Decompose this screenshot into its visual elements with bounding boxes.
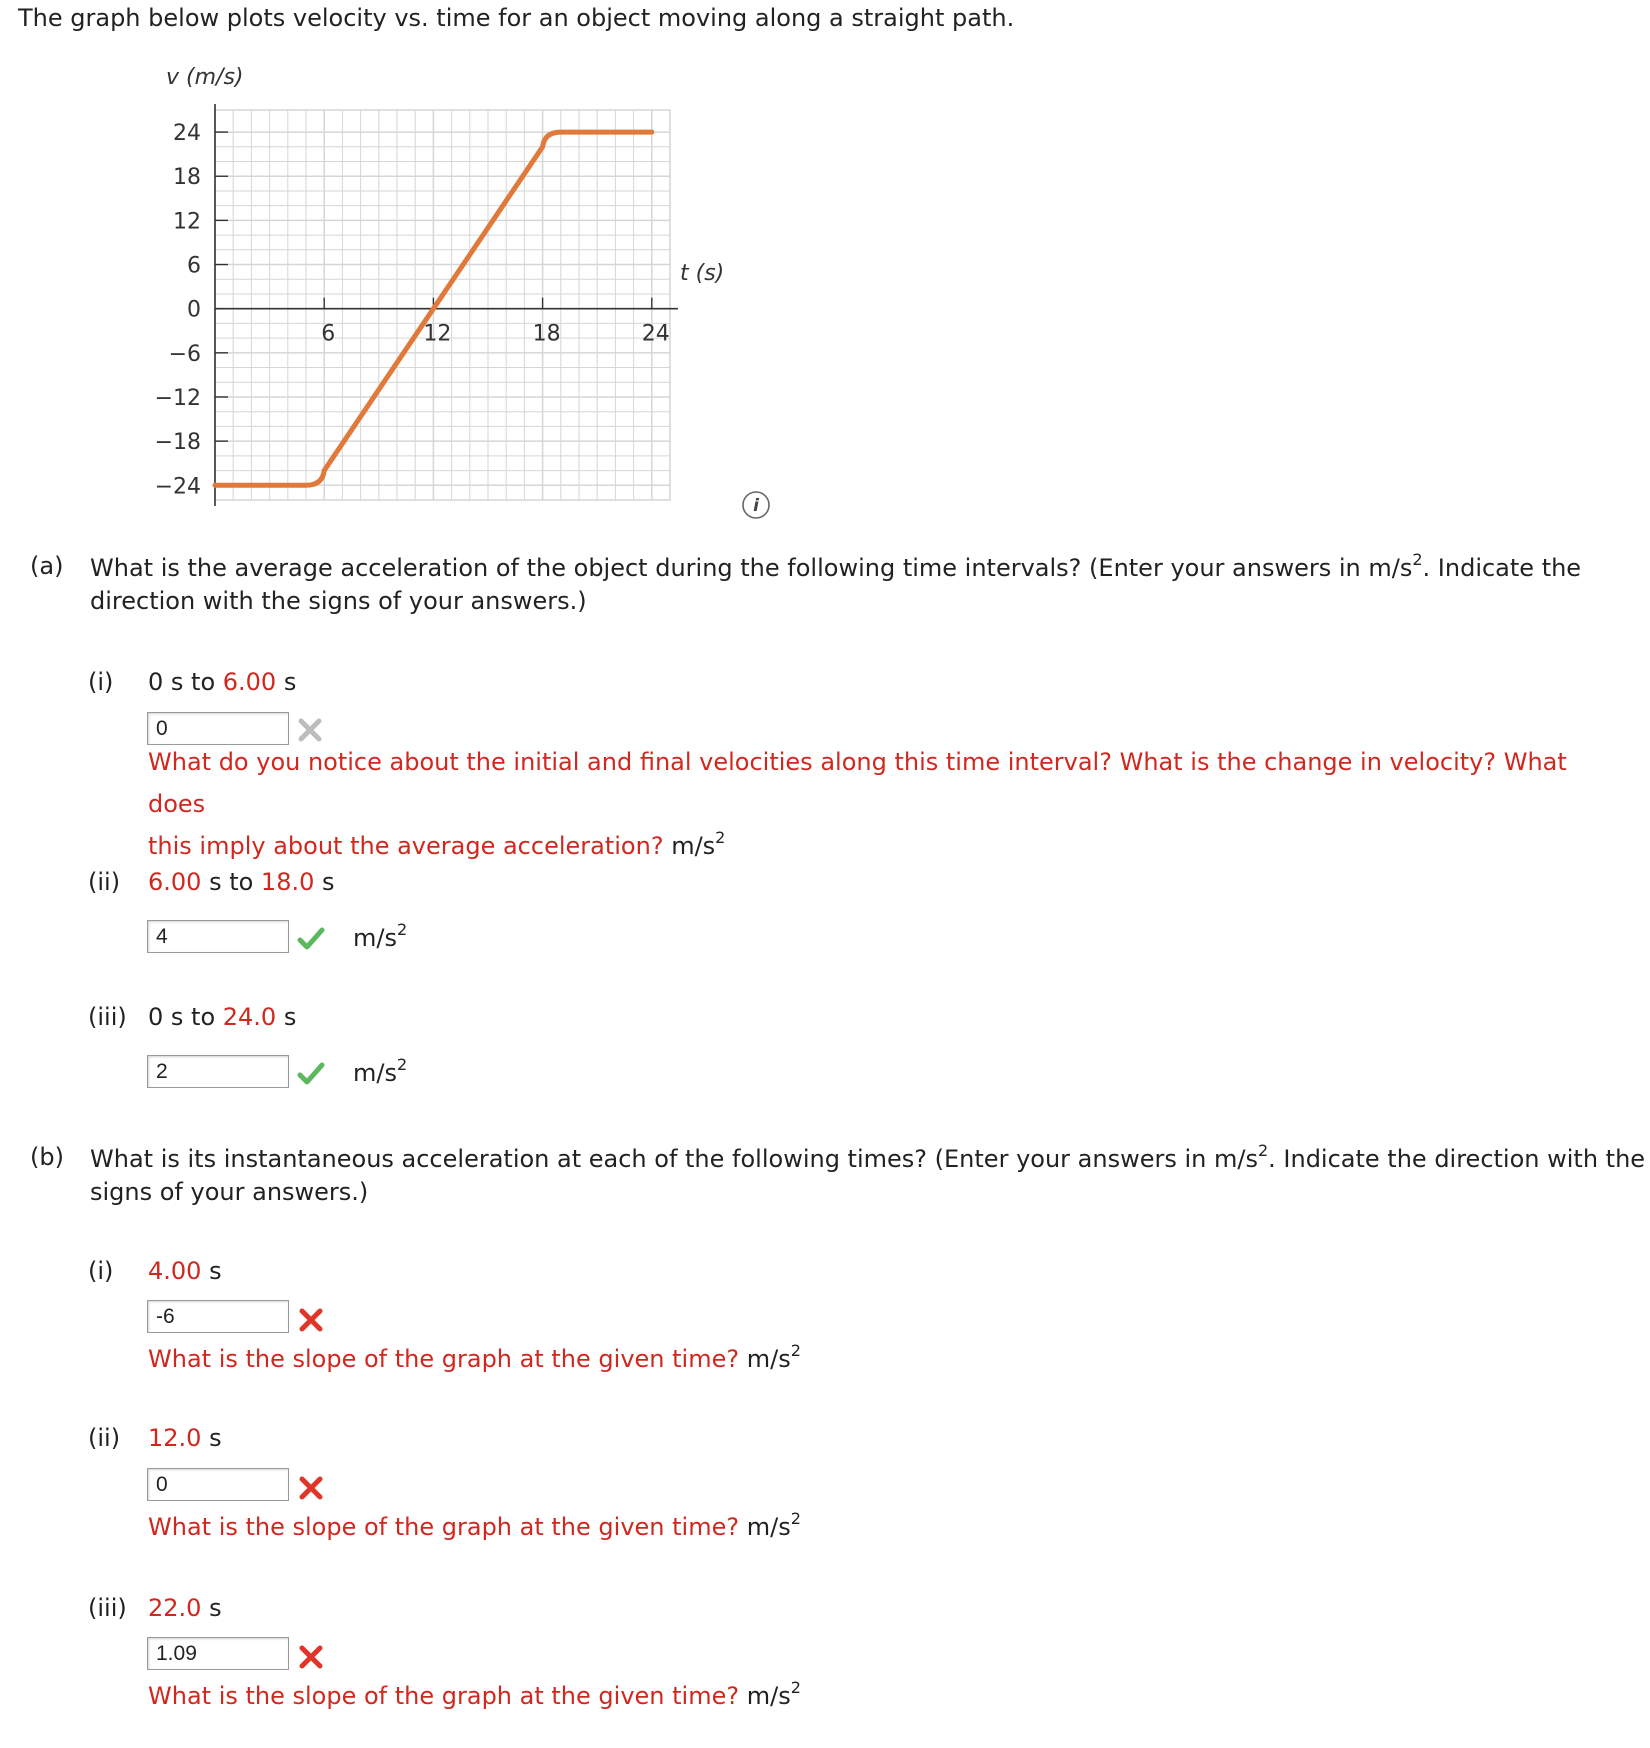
svg-text:i: i xyxy=(753,496,759,516)
part-a-item-2-roman: (ii) xyxy=(88,868,121,896)
part-a-item-1-hint: What do you notice about the initial and final velocities along this time interval? What is the change in velocity? What does this imply about the average acceleration? $m/s^2$ xyxy=(148,748,1567,860)
part-a-item-1-roman: (i) xyxy=(88,668,114,696)
part-a-label: (a) xyxy=(30,552,64,580)
y-tick-label: 24 xyxy=(173,121,201,147)
y-tick-label: 6 xyxy=(187,253,201,279)
y-tick-label: 18 xyxy=(173,165,201,191)
x-mark-icon xyxy=(296,1642,326,1672)
info-icon[interactable] xyxy=(741,490,771,520)
part-a-question-line2: direction with the signs of your answers.) xyxy=(90,587,587,615)
x-mark-icon xyxy=(296,1473,326,1503)
y-tick-label: −6 xyxy=(168,341,201,367)
velocity-time-chart xyxy=(150,60,850,520)
part-b-item-2-answer-input[interactable] xyxy=(147,1468,289,1501)
intro-text: The graph below plots velocity vs. time for an object moving along a straight path. xyxy=(18,4,1015,32)
part-b-item-1-answer-input[interactable] xyxy=(147,1300,289,1333)
x-axis-label: t (s) xyxy=(680,261,725,286)
part-b-item-1-roman: (i) xyxy=(88,1257,114,1285)
part-b-item-1-time: 4.00 s xyxy=(148,1257,222,1285)
part-b-item-1-hint: What is the slope of the graph at the given time? $m/s^2$ xyxy=(148,1341,801,1373)
y-tick-label: 0 xyxy=(187,297,201,323)
part-b-label: (b) xyxy=(30,1143,64,1171)
part-b-item-2-hint: What is the slope of the graph at the given time? $m/s^2$ xyxy=(148,1509,801,1541)
check-mark-icon xyxy=(296,924,326,954)
y-tick-label: −24 xyxy=(154,474,201,500)
part-a-item-3-interval: 0 s to 24.0 s xyxy=(148,1003,297,1031)
y-tick-label: 12 xyxy=(173,209,201,235)
y-tick-label: −18 xyxy=(154,430,201,456)
part-a-item-2-unit: $m/s^2$ xyxy=(353,920,408,952)
chart-grid xyxy=(215,110,670,500)
y-axis-label: v (m/s) xyxy=(166,65,244,90)
part-a-item-3-roman: (iii) xyxy=(88,1003,127,1031)
part-a-item-3-unit: $m/s^2$ xyxy=(353,1055,408,1087)
part-a-item-2-answer-input[interactable] xyxy=(147,920,289,953)
part-b-item-3-roman: (iii) xyxy=(88,1594,127,1622)
part-b-item-3-hint: What is the slope of the graph at the given time? $m/s^2$ xyxy=(148,1678,801,1710)
x-mark-icon xyxy=(296,1305,326,1335)
part-a-question: What is the average acceleration of the object during the following time intervals? (Enter your answers in $m/s^2$. Indicate the xyxy=(90,550,1582,582)
part-b-item-2-roman: (ii) xyxy=(88,1424,121,1452)
part-b-question: What is its instantaneous acceleration at each of the following times? (Enter your answers in $m/s^2$. Indicate the direction with the xyxy=(90,1141,1646,1173)
chart-axes xyxy=(215,104,678,506)
part-a-item-3-answer-input[interactable] xyxy=(147,1055,289,1088)
x-tick-label: 6 xyxy=(321,321,336,347)
part-b-item-2-time: 12.0 s xyxy=(148,1424,222,1452)
part-b-question-line2: signs of your answers.) xyxy=(90,1178,369,1206)
y-tick-label: −12 xyxy=(154,385,201,411)
part-b-item-3-time: 22.0 s xyxy=(148,1594,222,1622)
chart-ticks xyxy=(155,121,670,499)
x-tick-label: 24 xyxy=(641,321,670,347)
part-a-item-2-interval: 6.00 s to 18.0 s xyxy=(148,868,335,896)
x-tick-label: 18 xyxy=(532,321,561,347)
part-a-item-1-interval: 0 s to 6.00 s xyxy=(148,668,297,696)
part-b-item-3-answer-input[interactable] xyxy=(147,1637,289,1670)
check-mark-icon xyxy=(296,1059,326,1089)
x-tick-label: 12 xyxy=(423,321,452,347)
